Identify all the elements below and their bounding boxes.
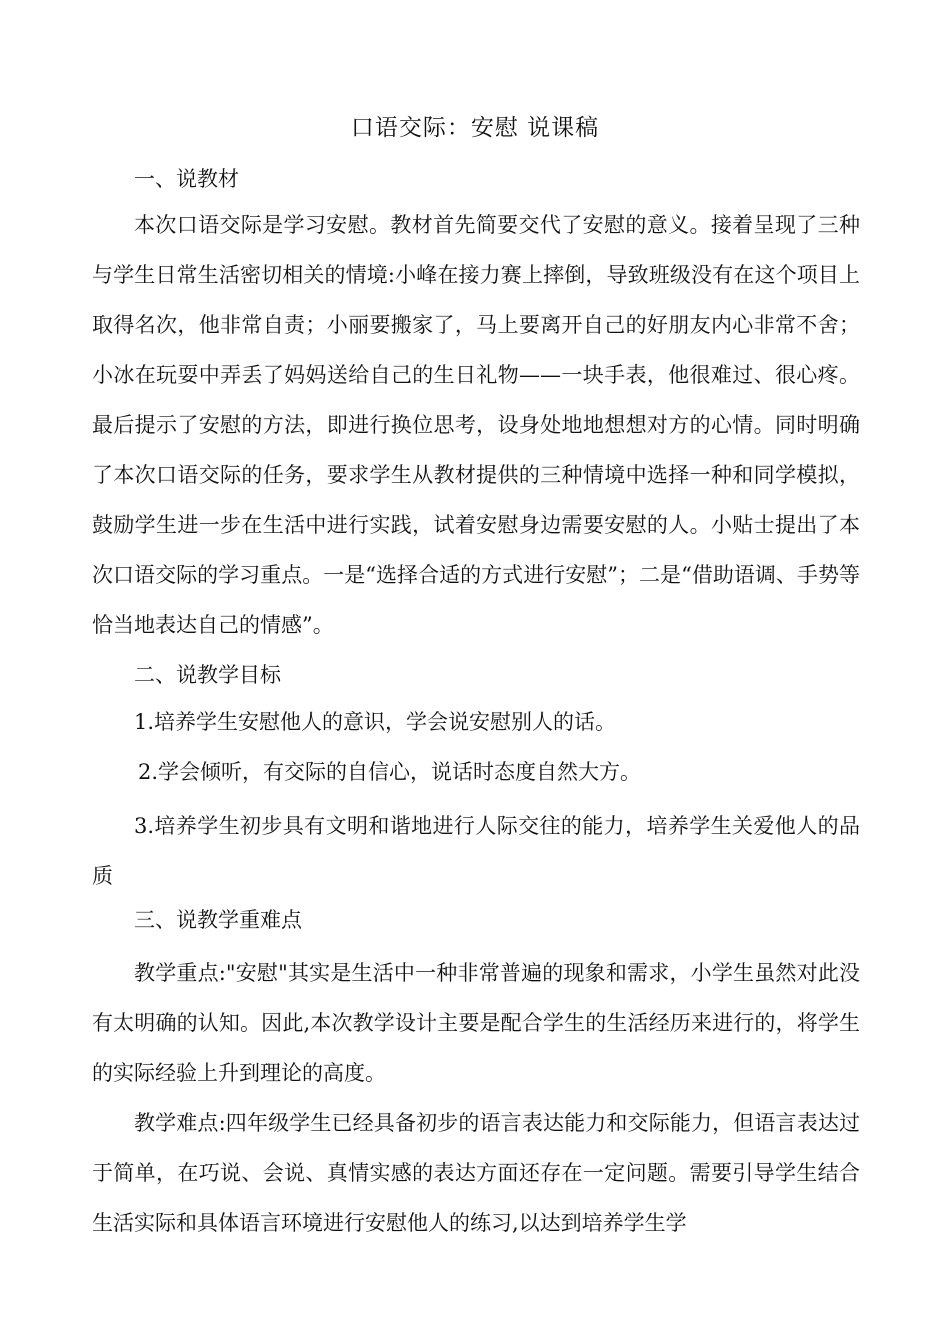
document-title: 口语交际：安慰 说课稿 xyxy=(350,115,600,141)
paragraph-textbook-description: 本次口语交际是学习安慰。教材首先简要交代了安慰的意义。接着呈现了三种与学生日常生活密切相关的情境:小峰在接力赛上摔倒，导致班级没有在这个项目上取得名次，他非常自责；小丽要搬家了，马上要离开自己的好朋友内心非常不舍；小冰在玩耍中弄丢了妈妈送给自己的生日礼物——一块手表，他很难过、很心疼。最后提示了安慰的方法，即进行换位思考，设身处地地想想对方的心情。同时明确了本次口语交际的任务，要求学生从教材提供的三种情境中选择一种和同学模拟，鼓励学生进一步在生活中进行实践，试着安慰身边需要安慰的人。小贴士提出了本次口语交际的学习重点。一是“选择合适的方式进行安慰”；二是“借助语调、手势等恰当地表达自己的情感”。 xyxy=(92,213,860,637)
paragraph-goal-3: 3.培养学生初步具有文明和谐地进行人际交往的能力，培养学生关爱他人的品质 xyxy=(92,814,860,888)
section-heading-goals: 二、说教学目标 xyxy=(134,663,281,687)
section-heading-textbook: 一、说教材 xyxy=(134,167,239,191)
paragraph-difficult-point: 教学难点:四年级学生已经具备初步的语言表达能力和交际能力，但语言表达过于简单，在巧说、会说、真情实感的表达方面还存在一定问题。需要引导学生结合生活实际和具体语言环境进行安慰他人的练习,以达到培养学生学 xyxy=(92,1111,860,1235)
paragraph-goal-1: 1.培养学生安慰他人的意识，学会说安慰别人的话。 xyxy=(134,710,617,734)
paragraph-key-point: 教学重点:"安慰"其实是生活中一种非常普遍的现象和需求，小学生虽然对此没有太明确的认知。因此,本次教学设计主要是配合学生的生活经历来进行的，将学生的实际经验上升到理论的高度。 xyxy=(92,961,860,1085)
section-heading-key-points: 三、说教学重难点 xyxy=(134,908,302,932)
paragraph-goal-2: 2.学会倾听，有交际的自信心，说话时态度自然大方。 xyxy=(138,760,642,784)
